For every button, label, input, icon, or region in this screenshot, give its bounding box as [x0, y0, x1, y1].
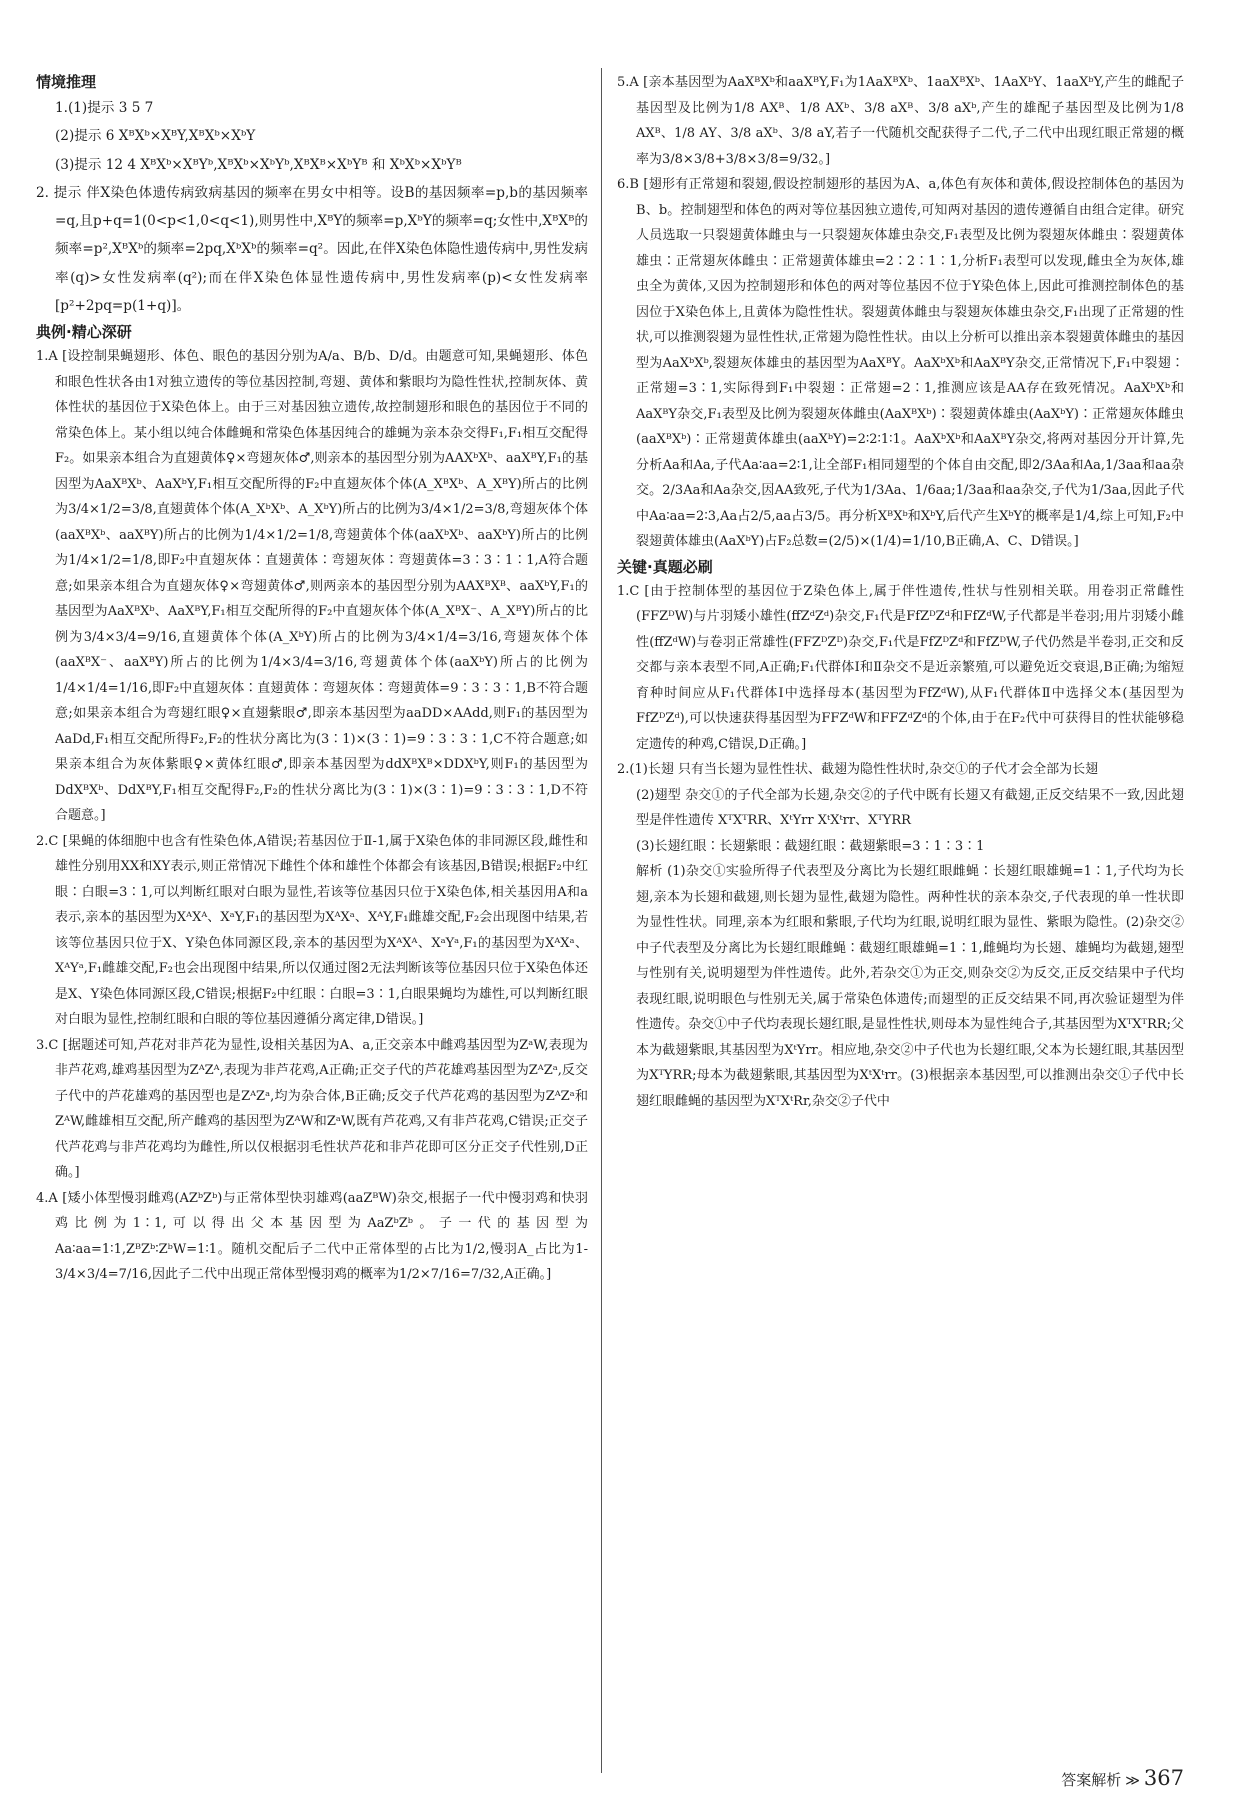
section-heading-context: 情境推理	[36, 73, 97, 91]
example-answer-6: 6.B [翅形有正常翅和裂翅,假设控制翅形的基因为A、a,体色有灰体和黄体,假设控制体色的基因为B、b。控制翅型和体色的两对等位基因独立遗传,可知两对基因的遗传遵循自由组合定律。研究人员选取一只裂翅黄体雌虫与一只裂翅灰体雄虫杂交,F₁表型及比例为裂翅灰体雌虫∶裂翅黄体雄虫∶正常翅灰体雌虫∶正常翅黄体雄虫=2∶2∶1∶1,分析F₁表型可以发现,雌虫全为灰体,雄虫全为黄体,又因为控制翅形和体色的两对等位基因不位于Y染色体上,因此可推测控制体色的基因位于X染色体上,且黄体为隐性性状。裂翅黄体雌虫与裂翅灰体雄虫杂交,F₁出现了正常翅的性状,可以推测裂翅为显性性状,正常翅为隐性性状。由以上分析可以推出亲本裂翅黄体雌虫的基因型为AaXᵇXᵇ,裂翅灰体雄虫的基因型为AaXᴮY。AaXᵇXᵇ和AaXᴮY杂交,正常情况下,F₁中裂翅∶正常翅=3∶1,实际得到F₁中裂翅∶正常翅=2∶1,推测应该是AA存在致死情况。AaXᵇXᵇ和AaXᴮY杂交,F₁表型及比例为裂翅灰体雌虫(AaXᴮXᵇ)∶裂翅黄体雄虫(AaXᵇY)∶正常翅灰体雌虫(aaXᴮXᵇ)∶正常翅黄体雄虫(aaXᵇY)=2∶2∶1∶1。AaXᵇXᵇ和AaXᴮY杂交,将两对基因分开计算,先分析Aa和Aa,子代Aa∶aa=2∶1,让全部F₁相同翅型的个体自由交配,即2/3Aa和Aa,1/3aa和aa杂交。2/3Aa和Aa杂交,因AA致死,子代为1/3Aa、1/6aa;1/3aa和aa杂交,子代为1/3aa,因此子代中Aa∶aa=2∶3,Aa占2/5,aa占3/5。再分析XᴮXᵇ和XᵇY,后代产生XᵇY的概率是1/4,综上可知,F₂中裂翅黄体雄虫(AaXᵇY)占F₂总数=(2/5)×(1/4)=1/10,B正确,A、C、D错误。]	[617, 177, 1184, 549]
right-column	[617, 70, 1184, 1114]
column-divider	[601, 68, 602, 1773]
answer-1-1: 1.(1)提示 3 5 7	[55, 100, 154, 116]
page-footer	[1061, 1766, 1184, 1790]
section-heading-examples: 典例·精心深研	[36, 323, 132, 342]
exam-answer-1: 1.C [由于控制体型的基因位于Z染色体上,属于伴性遗传,性状与性别相关联。用卷羽正常雌性(FFZᴰW)与片羽矮小雄性(ffZᵈZᵈ)杂交,F₁代是FfZᴰZᵈ和FfZᵈW,子代都是半卷羽;用片羽矮小雌性(ffZᵈW)与卷羽正常雄性(FFZᴰZᴰ)杂交,F₁代是FfZᴰZᵈ和FfZᴰW,子代仍然是半卷羽,正交和反交都与亲本表型不同,A正确;F₁代群体Ⅰ和Ⅱ杂交不是近亲繁殖,可以避免近交衰退,B正确;为缩短育种时间应从F₁代群体Ⅰ中选择母本(基因型为FfZᵈW),从F₁代群体Ⅱ中选择父本(基因型为FfZᴰZᵈ),可以快速获得基因型为FFZᵈW和FFZᵈZᵈ的个体,由于在F₂代中可获得目的性状能够稳定遗传的种鸡,C错误,D正确。]	[617, 583, 1184, 752]
double-chevron-right-icon: ≫	[1125, 1773, 1140, 1789]
page-number: 367	[1143, 1766, 1184, 1790]
example-answer-1: 1.A [设控制果蝇翅形、体色、眼色的基因分别为A/a、B/b、D/d。由题意可知,果蝇翅形、体色和眼色性状各由1对独立遗传的等位基因控制,弯翅、黄体和紫眼均为隐性性状,控制灰体、黄体性状的基因位于X染色体上。由于三对基因独立遗传,故控制翅形和眼色的基因位于不同的常染色体上。某小组以纯合体雌蝇和常染色体基因纯合的雄蝇为亲本杂交得F₁,F₁相互交配得F₂。如果亲本组合为直翅黄体♀×弯翅灰体♂,则亲本的基因型分别为AAXᵇXᵇ、aaXᴮY,F₁的基因型为AaXᴮXᵇ、AaXᵇY,F₁相互交配所得的F₂中直翅灰体个体(A_XᴮXᵇ、A_XᴮY)所占的比例为3/4×1/2=3/8,直翅黄体个体(A_XᵇXᵇ、A_XᵇY)所占的比例为3/4×1/2=3/8,弯翅灰体个体(aaXᴮXᵇ、aaXᴮY)所占的比例为1/4×1/2=1/8,弯翅黄体个体(aaXᵇXᵇ、aaXᵇY)所占的比例为1/4×1/2=1/8,即F₂中直翅灰体∶直翅黄体∶弯翅灰体∶弯翅黄体=3∶3∶1∶1,A符合题意;如果亲本组合为直翅灰体♀×弯翅黄体♂,则两亲本的基因型分别为AAXᴮXᴮ、aaXᵇY,F₁的基因型为AaXᴮXᵇ、AaXᴮY,F₁相互交配所得的F₂中直翅灰体个体(A_XᴮX⁻、A_XᴮY)所占的比例为3/4×3/4=9/16,直翅黄体个体(A_XᵇY)所占的比例为3/4×1/4=3/16,弯翅灰体个体(aaXᴮX⁻、aaXᴮY)所占的比例为1/4×3/4=3/16,弯翅黄体个体(aaXᵇY)所占的比例为1/4×1/4=1/16,即F₂中直翅灰体∶直翅黄体∶弯翅灰体∶弯翅黄体=9∶3∶3∶1,B不符合题意;如果亲本组合为弯翅红眼♀×直翅紫眼♂,即亲本基因型为aaDD×AAdd,则F₁的基因型为AaDd,F₁相互交配所得F₂,F₂的性状分离比为(3∶1)×(3∶1)=9∶3∶3∶1,C不符合题意;如果亲本组合为灰体紫眼♀×黄体红眼♂,即亲本基因型为ddXᴮXᴮ×DDXᵇY,则F₁的基因型为DdXᴮXᵇ、DdXᴮY,F₁相互交配得F₂,F₂的性状分离比为(3∶1)×(3∶1)=9∶3∶3∶1,D不符合题意。]	[36, 349, 588, 824]
answer-2: 2. 提示 伴X染色体遗传病致病基因的频率在男女中相等。设B的基因频率=p,b的基因频率=q,且p+q=1(0<p<1,0<q<1),则男性中,XᴮY的频率=p,XᵇY的频率=q;女性中,XᴮXᴮ的频率=p²,XᴮXᵇ的频率=2pq,XᵇXᵇ的频率=q²。因此,在伴X染色体隐性遗传病中,男性发病率(q)>女性发病率(q²);而在伴X染色体显性遗传病中,男性发病率(p)<女性发病率[p²+2pq=p(1+q)]。	[36, 184, 588, 315]
exam-answer-2-2: (2)翅型 杂交①的子代全部为长翅,杂交②的子代中既有长翅又有截翅,正反交结果不一致,因此翅型是伴性遗传 XᵀXᵀRR、XᵗYrr XᵗXᵗrr、XᵀYRR	[636, 787, 1184, 828]
exam-answer-2-analysis: 解析 (1)杂交①实验所得子代表型及分离比为长翅红眼雌蝇∶长翅红眼雄蝇=1∶1,子代均为长翅,亲本为长翅和截翅,则长翅为显性,截翅为隐性。两种性状的亲本杂交,子代表现的单一性状即为显性性状。同理,亲本为红眼和紫眼,子代均为红眼,说明红眼为显性、紫眼为隐性。(2)杂交②中子代表型及分离比为长翅红眼雌蝇∶截翅红眼雄蝇=1∶1,雌蝇均为长翅、雄蝇均为截翅,翅型与性别有关,说明翅型为伴性遗传。此外,若杂交①为正交,则杂交②为反交,正反交结果中子代均表现红眼,说明眼色与性别无关,属于常染色体遗传;而翅型的正反交结果不同,再次验证翅型为伴性遗传。杂交①中子代均表现长翅红眼,是显性性状,则母本为显性纯合子,其基因型为XᵀXᵀRR;父本为截翅紫眼,其基因型为XᵗYrr。相应地,杂交②中子代也为长翅红眼,父本为长翅红眼,其基因型为XᵀYRR;母本为截翅紫眼,其基因型为XᵗXᵗrr。(3)根据亲本基因型,可以推测出杂交①子代中长翅红眼雌蝇的基因型为XᵀXᵗRr,杂交②子代中	[636, 864, 1184, 1109]
example-answer-2: 2.C [果蝇的体细胞中也含有性染色体,A错误;若基因位于Ⅱ-1,属于X染色体的非同源区段,雌性和雄性分别用XX和XY表示,则正常情况下雌性个体和雄性个体都会有该基因,B错误;根据F₂中红眼∶白眼=3∶1,可以判断红眼对白眼为显性,若该等位基因只位于X染色体,相关基因用A和a表示,亲本的基因型为XᴬXᴬ、XᵃY,F₁的基因型为XᴬXᵃ、XᴬY,F₁雌雄交配,F₂会出现图中结果,若该等位基因只位于X、Y染色体同源区段,亲本的基因型为XᴬXᴬ、XᵃYᵃ,F₁的基因型为XᴬXᵃ、XᴬYᵃ,F₁雌雄交配,F₂也会出现图中结果,所以仅通过图2无法判断该等位基因只位于X染色体还是X、Y染色体同源区段,C错误;根据F₂中红眼∶白眼=3∶1,白眼果蝇均为雄性,可以判断红眼对白眼为显性,控制红眼和白眼的等位基因遵循分离定律,D错误。]	[36, 833, 588, 1028]
example-answer-4: 4.A [矮小体型慢羽雌鸡(AZᵇZᵇ)与正常体型快羽雄鸡(aaZᴮW)杂交,根据子一代中慢羽鸡和快羽鸡比例为1∶1,可以得出父本基因型为AaZᵇZᵇ。子一代的基因型为Aa∶aa=1∶1,ZᴮZᵇ∶ZᵇW=1∶1。随机交配后子二代中正常体型的占比为1/2,慢羽A_占比为1-3/4×3/4=7/16,因此子二代中出现正常体型慢羽鸡的概率为1/2×7/16=7/32,A正确。]	[36, 1190, 588, 1283]
footer-label: 答案解析	[1061, 1771, 1122, 1789]
answer-1-2: (2)提示 6 XᴮXᵇ×XᴮY,XᴮXᵇ×XᵇY	[55, 128, 256, 145]
section-heading-exam: 关键·真题必刷	[617, 557, 713, 576]
exam-answer-2-3: (3)长翅红眼∶长翅紫眼∶截翅红眼∶截翅紫眼=3∶1∶3∶1	[636, 838, 985, 854]
left-column	[36, 70, 588, 1288]
answer-1-3: (3)提示 12 4 XᴮXᵇ×XᴮYᵇ,XᴮXᵇ×XᵇYᵇ,XᴮXᴮ×XᵇYᴮ 和 XᵇXᵇ×XᵇYᴮ	[55, 156, 462, 173]
example-answer-3: 3.C [据题述可知,芦花对非芦花为显性,设相关基因为A、a,正交亲本中雌鸡基因型为ZᵃW,表现为非芦花鸡,雄鸡基因型为ZᴬZᴬ,表现为非芦花鸡,A正确;正交子代的芦花雄鸡基因型为ZᴬZᵃ,反交子代中的芦花雄鸡的基因型也是ZᴬZᵃ,均为杂合体,B正确;反交子代芦花鸡的基因型为ZᴬZᵃ和ZᴬW,雌雄相互交配,所产雌鸡的基因型为ZᴬW和ZᵃW,既有芦花鸡,又有非芦花鸡,C错误;正交子代芦花鸡与非芦花鸡均为雌性,所以仅根据羽毛性状芦花和非芦花即可区分正交子代性别,D正确。]	[36, 1037, 588, 1181]
example-answer-5: 5.A [亲本基因型为AaXᴮXᵇ和aaXᴮY,F₁为1AaXᴮXᵇ、1aaXᴮXᵇ、1AaXᵇY、1aaXᵇY,产生的雌配子基因型及比例为1/8 AXᴮ、1/8 AXᵇ、3/8 aXᴮ、3/8 aXᵇ,产生的雄配子基因型及比例为1/8 AXᴮ、1/8 AY、3/8 aXᵇ、3/8 aY,若子一代随机交配获得子二代,子二代中出现红眼正常翅的概率为3/8×3/8+3/8×3/8=9/32。]	[617, 75, 1184, 167]
exam-answer-2-1: 2.(1)长翅 只有当长翅为显性性状、截翅为隐性性状时,杂交①的子代才会全部为长翅	[617, 762, 1099, 777]
